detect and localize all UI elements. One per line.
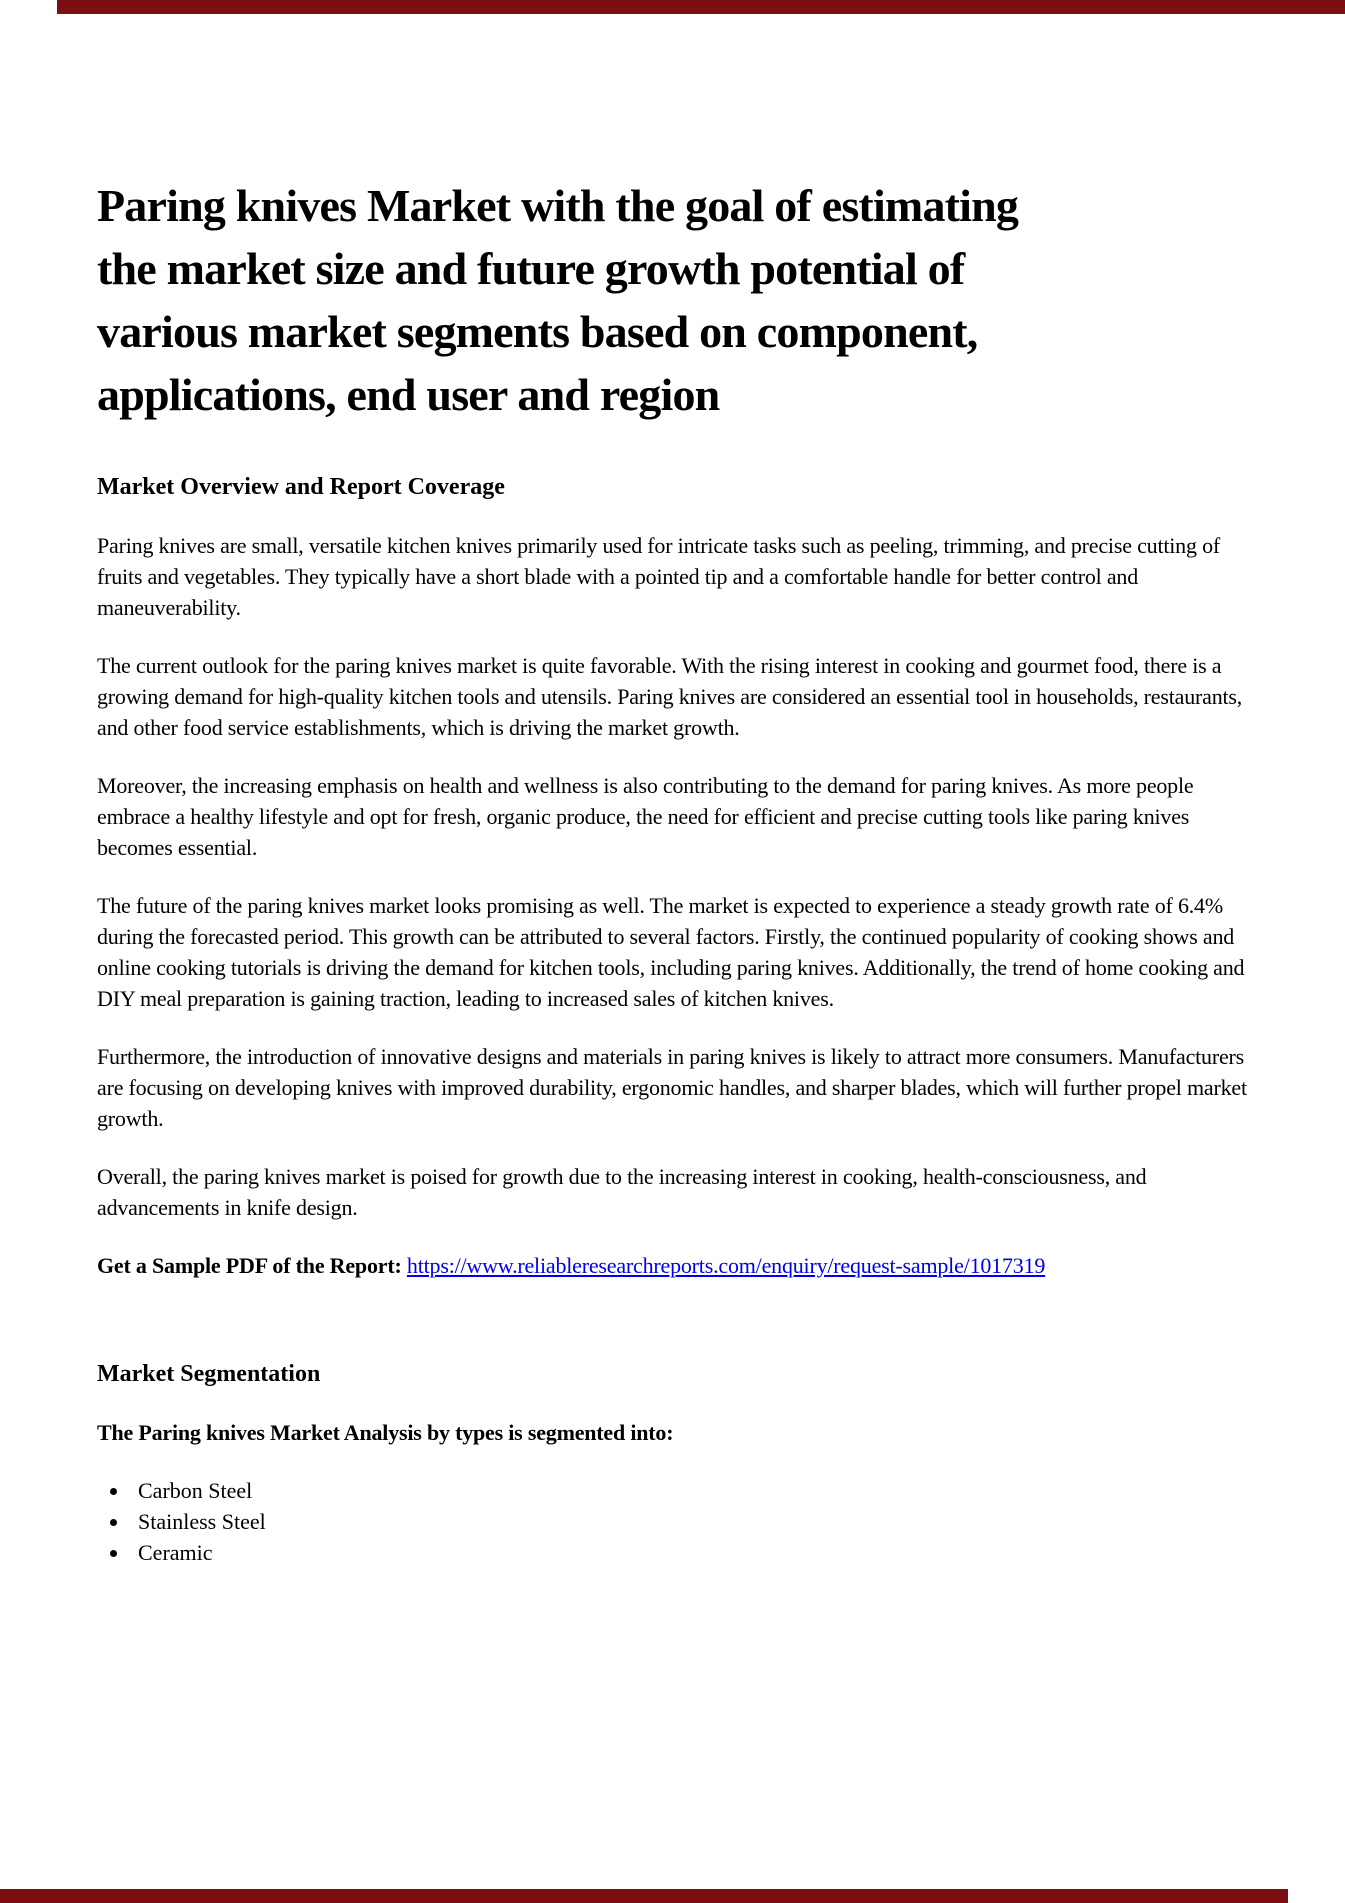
article-title-line: Paring knives Market with the goal of estimating	[97, 180, 1019, 231]
article-title	[97, 174, 1250, 426]
article-title-line: various market segments based on component,	[97, 306, 978, 357]
section-heading-segmentation: Market Segmentation	[97, 1361, 321, 1387]
section-heading-overview: Market Overview and Report Coverage	[97, 474, 505, 500]
types-list	[97, 1475, 1250, 1568]
list-item-stainless-steel: • Stainless Steel	[130, 1506, 1250, 1537]
article-title-line: applications, end user and region	[97, 369, 720, 420]
list-item-carbon-steel: • Carbon Steel	[130, 1475, 1250, 1506]
article-content	[0, 174, 1345, 1568]
paragraph-intro: Paring knives are small, versatile kitchen knives primarily used for intricate tasks such as peeling, trimming, and precise cutting of fruits and vegetables. They typically have a short blade with a pointed tip and a comfortable handle for better control and maneuverability.	[97, 533, 1221, 620]
paragraph-health-wellness: Moreover, the increasing emphasis on health and wellness is also contributing to the demand for paring knives. As more people embrace a healthy lifestyle and opt for fresh, organic produce, the need for efficient and precise cutting tools like paring knives becomes essential.	[97, 773, 1194, 860]
paragraph-future-growth: The future of the paring knives market looks promising as well. The market is expected to experience a steady growth rate of 6.4% during the forecasted period. This growth can be attributed to several factors. Firstly, the continued popularity of cooking shows and online cooking tutorials is driving the demand for kitchen tools, including paring knives. Additionally, the trend of home cooking and DIY meal preparation is gaining traction, leading to increased sales of kitchen knives.	[97, 893, 1245, 1011]
paragraph-overall: Overall, the paring knives market is poised for growth due to the increasing interest in cooking, health-consciousness, and advancements in knife design.	[97, 1164, 1147, 1220]
paragraph-outlook: The current outlook for the paring knives market is quite favorable. With the rising interest in cooking and gourmet food, there is a growing demand for high-quality kitchen tools and utensils. Paring knives are considered an essential tool in households, restaurants, and other food service establishments, which is driving the market growth.	[97, 653, 1243, 740]
sample-report-link[interactable]: https://www.reliableresearchreports.com/enquiry/request-sample/1017319	[406, 1253, 1046, 1278]
article-title-line: the market size and future growth potential of	[97, 243, 965, 294]
sample-cta	[97, 1250, 1250, 1281]
sample-cta-label: Get a Sample PDF of the Report:	[97, 1253, 402, 1278]
list-item-ceramic: • Ceramic	[130, 1537, 1250, 1568]
page-edge-top-bar	[57, 0, 1345, 14]
types-subheading: The Paring knives Market Analysis by types is segmented into:	[97, 1420, 674, 1445]
paragraph-innovation: Furthermore, the introduction of innovative designs and materials in paring knives is likely to attract more consumers. Manufacturers are focusing on developing knives with improved durability, ergonomic handles, and sharper blades, which will further propel market growth.	[97, 1044, 1247, 1131]
page-edge-bottom-bar	[0, 1889, 1288, 1903]
